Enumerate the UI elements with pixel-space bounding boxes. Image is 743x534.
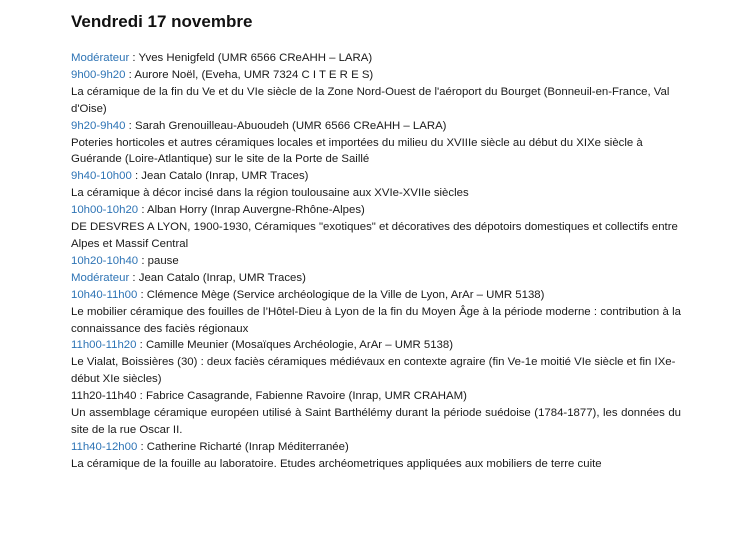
entry-text: : Clémence Mège (Service archéologique de la Ville de Lyon, ArAr – UMR 5138) <box>137 288 545 301</box>
time-slot: 9h40-10h00 <box>71 170 132 183</box>
program-page <box>71 12 681 473</box>
entry-text: : Catherine Richarté (Inrap Méditerranée) <box>137 440 349 453</box>
program-entry-header <box>71 253 681 270</box>
entry-text: : Jean Catalo (Inrap, UMR Traces) <box>129 271 306 284</box>
entry-text: DE DESVRES A LYON, 1900-1930, Céramiques "exotiques" et décoratives des dépotoirs domestiques et collectifs entre Alpes et Massif Central <box>71 221 678 250</box>
time-slot: 11h00-11h20 <box>71 339 137 352</box>
entry-text: Le mobilier céramique des fouilles de l’Hôtel-Dieu à Lyon de la fin du Moyen Âge à la période moderne : contribution à la connaissance des faciès régionaux <box>71 305 681 335</box>
program-entry-header <box>71 118 681 135</box>
entry-text: : Jean Catalo (Inrap, UMR Traces) <box>131 170 309 183</box>
entry-text: : Aurore Noël, (Eveha, UMR 7324 C I T E R E S) <box>125 68 374 81</box>
program-entry-header <box>71 337 681 354</box>
program-entry-text <box>71 304 681 338</box>
day-title: Vendredi 17 novembre <box>71 12 253 31</box>
time-slot: 10h20-10h40 <box>71 254 139 267</box>
moderator-label: Modérateur <box>71 52 130 64</box>
program-entry-header <box>71 168 681 185</box>
moderator-label: Modérateur <box>71 271 130 284</box>
program-entry-text <box>71 354 681 388</box>
program-entry-header <box>71 50 681 67</box>
entry-text: La céramique de la fin du Ve et du VIe siècle de la Zone Nord-Ouest de l'aéroport du Bourget (Bonneuil-en-France, Val d'Oise) <box>71 85 670 115</box>
entry-text: : pause <box>138 254 179 267</box>
program-entry-text <box>71 84 681 118</box>
program-entry-text <box>71 135 681 169</box>
entry-text: : Alban Horry (Inrap Auvergne-Rhône-Alpes) <box>138 204 365 217</box>
time-slot: 9h00-9h20 <box>71 68 126 81</box>
time-slot: 10h40-11h00 <box>71 288 138 301</box>
entry-text: Poteries horticoles et autres céramiques locales et importées du milieu du XVIIIe siècle au début du XIXe siècle à Guérande (Loire-Atlantique) sur le site de la Porte de Saillé <box>71 136 643 166</box>
time-slot: 11h40-12h00 <box>71 440 138 453</box>
program-entry-text <box>71 405 681 439</box>
program-entry-header <box>71 67 681 84</box>
program-entry-header <box>71 270 681 287</box>
program-entry-text <box>71 456 681 473</box>
entry-text: La céramique à décor incisé dans la région toulousaine aux XVIe-XVIIe siècles <box>71 187 469 200</box>
entry-text: : Camille Meunier (Mosaïques Archéologie, ArAr – UMR 5138) <box>136 339 453 352</box>
program-entry-text <box>71 388 681 405</box>
program-entry-text <box>71 185 681 202</box>
entry-text: La céramique de la fouille au laboratoire. Etudes archéometriques appliquées aux mobiliers de terre cuite <box>71 457 602 470</box>
program-entry-header <box>71 202 681 219</box>
program-entry-header <box>71 439 681 456</box>
program-entry-text <box>71 219 681 253</box>
entry-text: : Sarah Grenouilleau-Abuoudeh (UMR 6566 CReAHH – LARA) <box>125 119 447 132</box>
program-entry-header <box>71 287 681 304</box>
entry-text: Le Vialat, Boissières (30) : deux faciès céramiques médiévaux en contexte agraire (fin Ve-1e moitié VIe siècle et fin IXe-début XIe siècles) <box>71 356 676 386</box>
time-slot: 9h20-9h40 <box>71 119 126 132</box>
time-slot: 10h00-10h20 <box>71 204 139 217</box>
entry-text: 11h20-11h40 : Fabrice Casagrande, Fabienne Ravoire (Inrap, UMR CRAHAM) <box>71 390 467 403</box>
entry-text: Un assemblage céramique européen utilisé à Saint Barthélémy durant la période suédoise (1784-1877), les données du site de la rue Oscar II. <box>71 407 681 436</box>
program-lines <box>71 50 681 473</box>
entry-text: : Yves Henigfeld (UMR 6566 CReAHH – LARA) <box>129 52 373 64</box>
